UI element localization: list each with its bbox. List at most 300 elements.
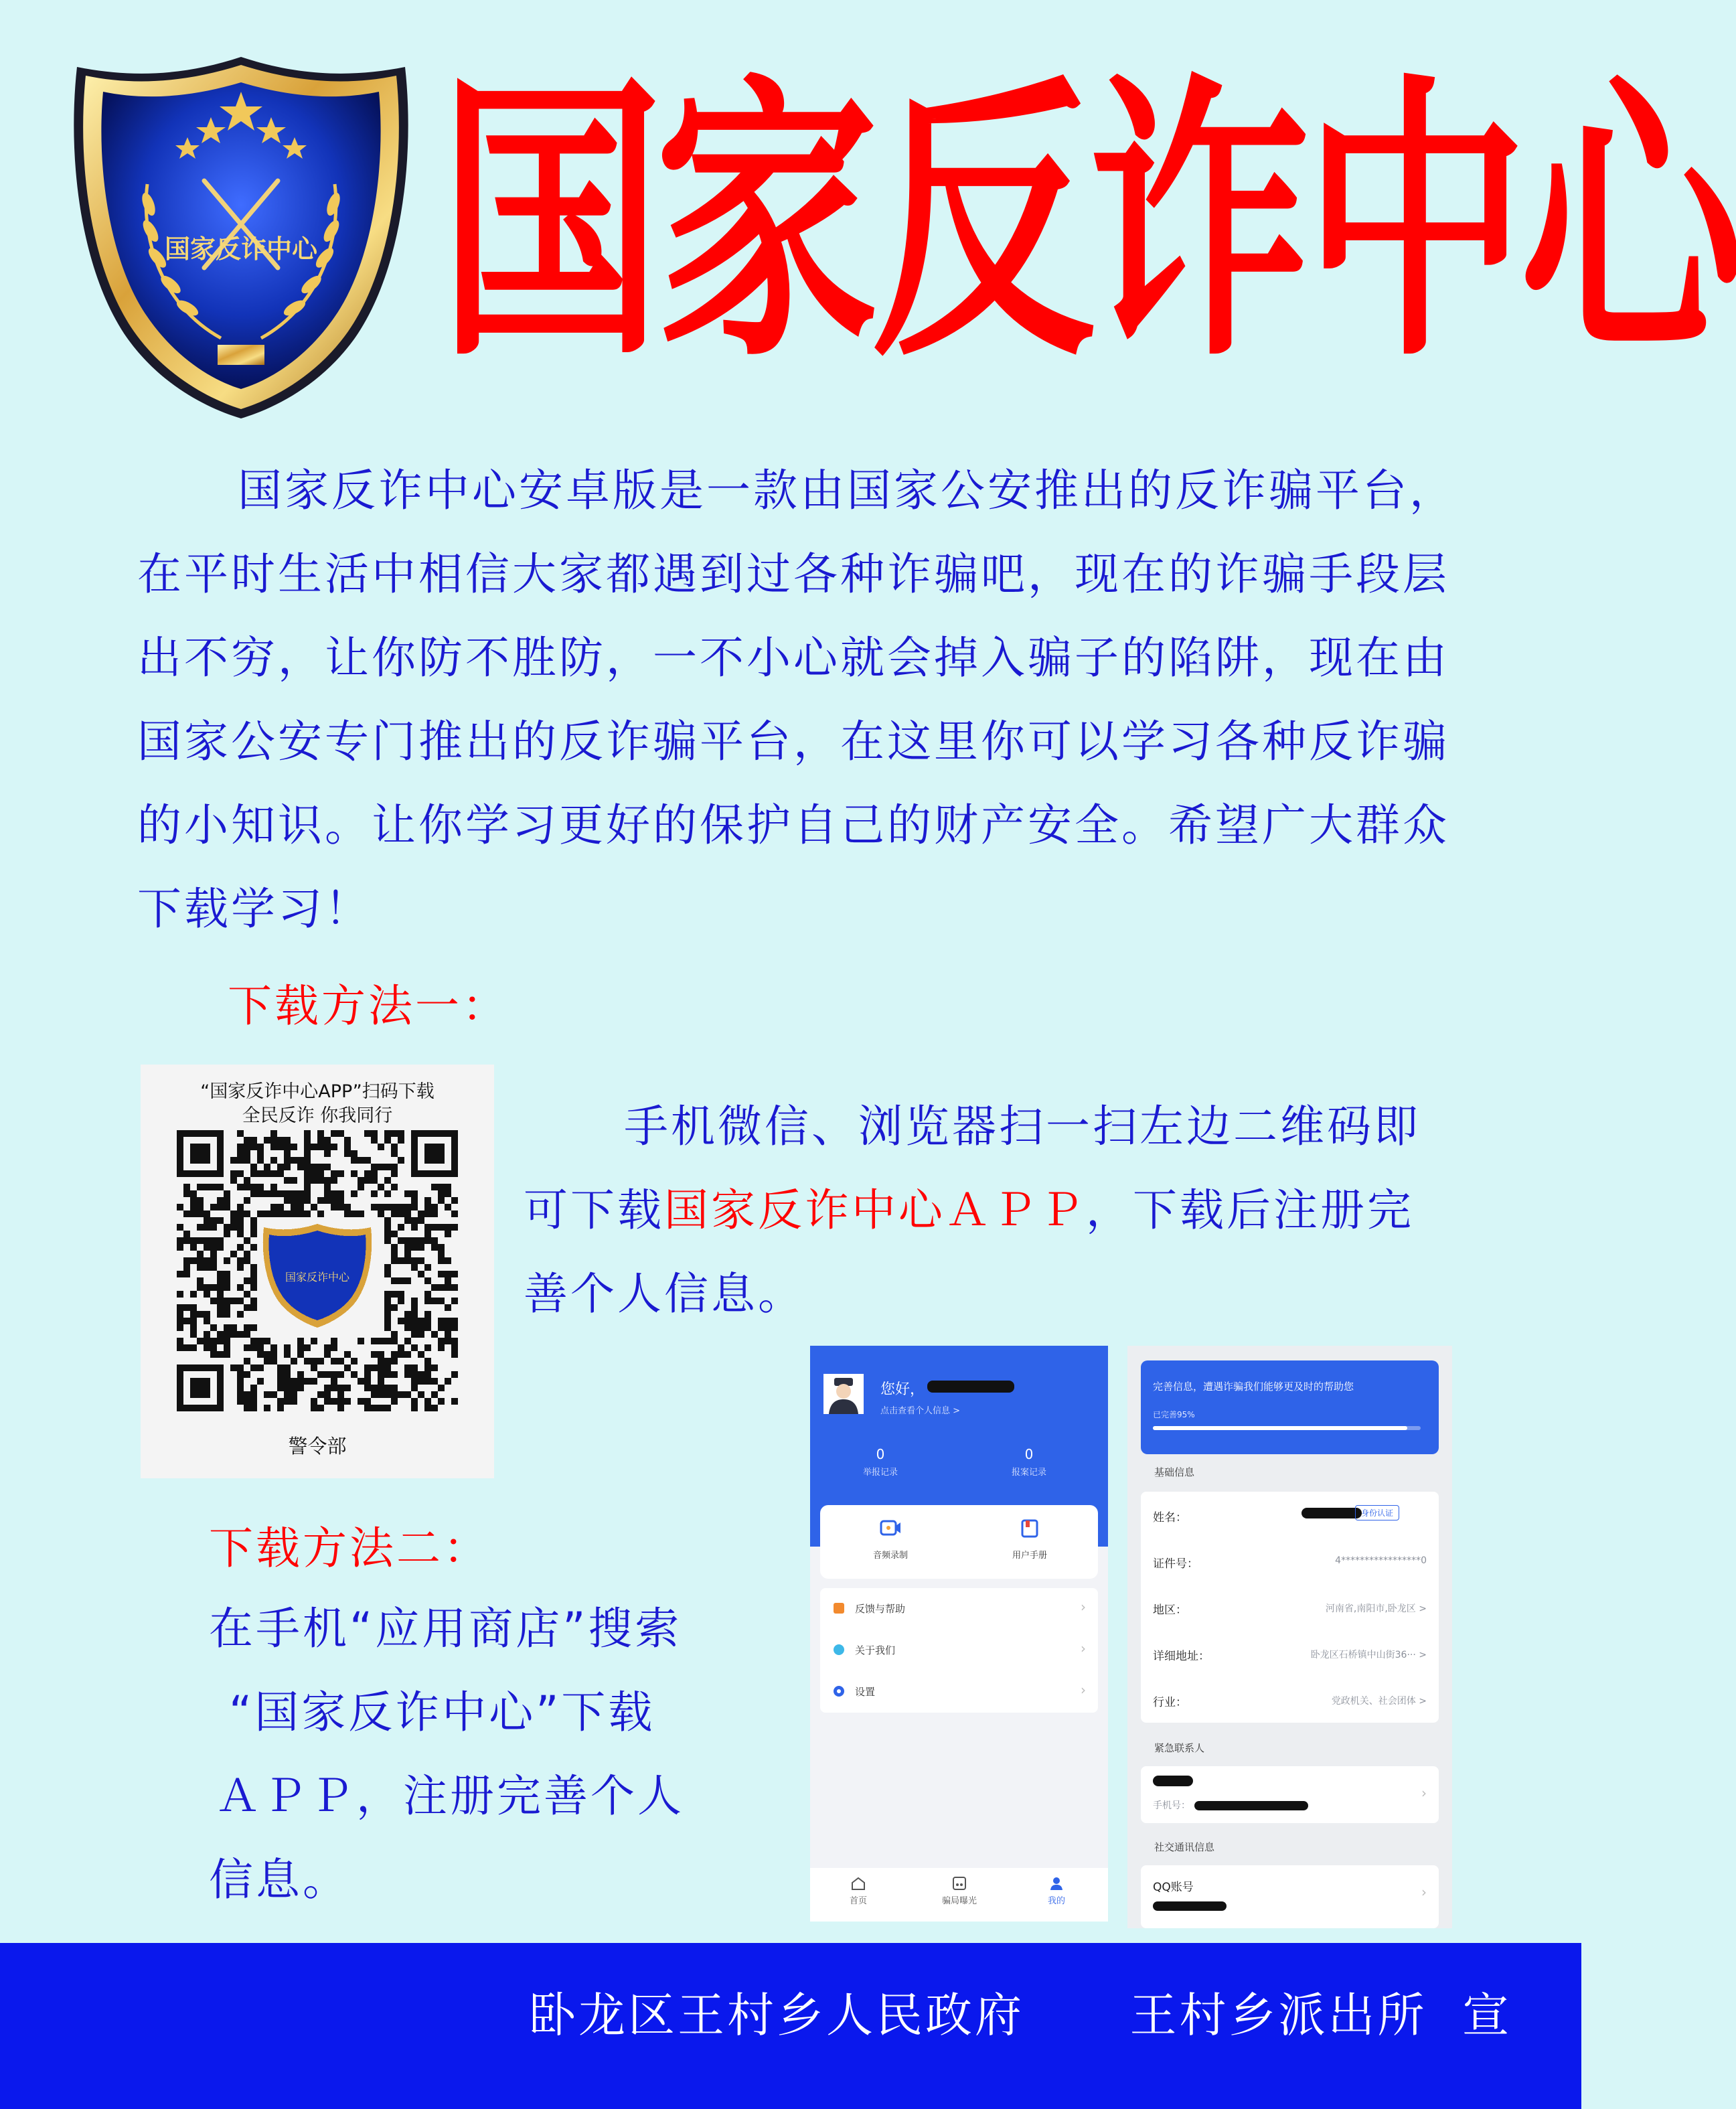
- qr-module: [411, 1197, 418, 1204]
- qr-module: [270, 1190, 277, 1197]
- qr-module: [398, 1318, 404, 1324]
- qr-module: [404, 1318, 411, 1324]
- qr-module: [445, 1304, 451, 1311]
- qr-module: [291, 1378, 297, 1385]
- method2-line2: “国家反诈中心”下载: [229, 1687, 655, 1738]
- progress-track: [1153, 1426, 1421, 1430]
- qr-module: [270, 1391, 277, 1398]
- qr-module: [230, 1217, 237, 1224]
- qr-module: [424, 1210, 431, 1217]
- qr-module: [331, 1204, 337, 1210]
- emergency-phone-label: 手机号：: [1153, 1800, 1190, 1811]
- qr-module: [364, 1405, 371, 1411]
- qr-module: [190, 1344, 197, 1351]
- social-info-card[interactable]: [1141, 1865, 1439, 1928]
- qr-module: [244, 1157, 250, 1164]
- qr-module: [291, 1177, 297, 1184]
- qr-module: [378, 1364, 384, 1371]
- qr-module: [250, 1277, 257, 1284]
- qr-module: [351, 1371, 358, 1378]
- qr-module: [378, 1385, 384, 1391]
- qr-module: [230, 1157, 237, 1164]
- stat-report-value: 0: [876, 1446, 885, 1462]
- qr-module: [378, 1338, 384, 1344]
- qr-module: [224, 1324, 230, 1331]
- qr-module: [451, 1298, 458, 1304]
- profile-icon: [1048, 1876, 1064, 1891]
- qr-module: [451, 1338, 458, 1344]
- qr-module: [418, 1371, 424, 1378]
- qr-module: [177, 1291, 183, 1298]
- qr-module: [384, 1130, 391, 1137]
- qr-module: [344, 1351, 351, 1358]
- qr-module: [311, 1358, 317, 1364]
- qr-module: [284, 1150, 291, 1157]
- qr-module: [344, 1385, 351, 1391]
- qr-module: [384, 1204, 391, 1210]
- settings-icon: [832, 1685, 846, 1698]
- qr-module: [324, 1344, 331, 1351]
- qr-module: [183, 1344, 190, 1351]
- qr-module: [424, 1398, 431, 1405]
- qr-module: [237, 1257, 244, 1264]
- field-name[interactable]: [1141, 1492, 1439, 1538]
- avatar[interactable]: [823, 1374, 864, 1414]
- qr-module: [291, 1144, 297, 1150]
- qr-module: [424, 1298, 431, 1304]
- qr-module: [438, 1324, 445, 1331]
- qr-module: [358, 1157, 364, 1164]
- qr-module: [404, 1351, 411, 1358]
- qr-module: [331, 1197, 337, 1204]
- qr-module: [244, 1304, 250, 1311]
- qr-module: [378, 1391, 384, 1398]
- qr-module: [418, 1244, 424, 1251]
- qr-module: [224, 1284, 230, 1291]
- qr-module: [424, 1204, 431, 1210]
- qr-module: [284, 1210, 291, 1217]
- qr-module: [331, 1338, 337, 1344]
- footer-org2: 王村乡派出所: [1129, 1988, 1427, 2043]
- qr-module: [244, 1398, 250, 1405]
- qr-module: [291, 1157, 297, 1164]
- qr-module: [297, 1338, 304, 1344]
- method1-text-before: 手机微信、浏览器扫一扫左边二维码即可下载: [524, 1101, 1421, 1236]
- qr-module: [257, 1190, 264, 1197]
- qr-module: [277, 1204, 284, 1210]
- qr-module: [424, 1264, 431, 1271]
- qr-module: [384, 1231, 391, 1237]
- qr-module: [204, 1318, 210, 1324]
- qr-module: [197, 1224, 204, 1231]
- qr-module: [311, 1164, 317, 1170]
- qr-module: [378, 1378, 384, 1385]
- intro-paragraph: 国家反诈中心安卓版是一款由国家公安推出的反诈骗平台，在平时生活中相信大家都遇到过各种诈骗吧，现在的诈骗手段层出不穷，让你防不胜防，一不小心就会掉入骗子的陷阱，现在由国家公安专门推出的反诈骗平台，在这里你可以学习各种反诈骗的小知识。让你学习更好的保护自己的财产安全。希望广大群众下载学习！: [137, 465, 1456, 935]
- qr-module: [244, 1197, 250, 1204]
- qr-module: [378, 1405, 384, 1411]
- qr-module: [210, 1204, 217, 1210]
- qr-module: [418, 1271, 424, 1277]
- qr-module: [264, 1210, 270, 1217]
- qr-module: [411, 1204, 418, 1210]
- qr-module: [284, 1190, 291, 1197]
- qr-module: [317, 1210, 324, 1217]
- qr-module: [438, 1344, 445, 1351]
- qr-module: [297, 1378, 304, 1385]
- stat-case[interactable]: [999, 1446, 1059, 1478]
- qr-module: [177, 1271, 183, 1277]
- qr-module: [438, 1197, 445, 1204]
- qr-module: [438, 1224, 445, 1231]
- qr-module: [197, 1311, 204, 1318]
- qr-module: [424, 1344, 431, 1351]
- qr-module: [451, 1224, 458, 1231]
- qr-module: [411, 1324, 418, 1331]
- qr-module: [257, 1364, 264, 1371]
- qr-module: [424, 1364, 431, 1371]
- qr-module: [217, 1197, 224, 1204]
- qr-module: [418, 1257, 424, 1264]
- qr-module: [264, 1190, 270, 1197]
- field-industry-value: 党政机关、社会团体 >: [1331, 1696, 1427, 1707]
- qr-module: [445, 1324, 451, 1331]
- qr-module: [264, 1358, 270, 1364]
- qr-module: [297, 1204, 304, 1210]
- qr-module: [445, 1331, 451, 1338]
- qr-module: [384, 1291, 391, 1298]
- qr-module: [244, 1257, 250, 1264]
- qr-module: [224, 1271, 230, 1277]
- qr-module: [431, 1331, 438, 1338]
- qr-module: [404, 1204, 411, 1210]
- tab-home-label: 首页: [849, 1896, 867, 1906]
- stat-report[interactable]: [850, 1446, 911, 1478]
- qr-module: [237, 1244, 244, 1251]
- info-icon: [832, 1643, 846, 1656]
- qr-module: [257, 1351, 264, 1358]
- qr-module: [438, 1251, 445, 1257]
- tab-home[interactable]: [838, 1876, 878, 1906]
- qr-module: [250, 1224, 257, 1231]
- qr-module: [230, 1177, 237, 1184]
- qr-module: [324, 1398, 331, 1405]
- qr-module: [391, 1204, 398, 1210]
- qr-module: [311, 1398, 317, 1405]
- qr-module: [217, 1244, 224, 1251]
- qr-module: [424, 1237, 431, 1244]
- qr-module: [404, 1210, 411, 1217]
- qr-module: [297, 1344, 304, 1351]
- qr-module: [418, 1378, 424, 1385]
- stat-case-label: 报案记录: [1011, 1468, 1046, 1478]
- qr-module: [391, 1170, 398, 1177]
- qr-module: [217, 1304, 224, 1311]
- qr-module: [250, 1364, 257, 1371]
- verify-badge[interactable]: 身份认证: [1355, 1505, 1399, 1520]
- method2-line1: 在手机“应用商店”搜索: [209, 1603, 682, 1654]
- qr-module: [291, 1398, 297, 1405]
- emergency-contact-card[interactable]: [1141, 1766, 1439, 1823]
- qr-module: [210, 1257, 217, 1264]
- qr-module: [398, 1291, 404, 1298]
- qr-module: [197, 1204, 204, 1210]
- field-region-label: 地区：: [1153, 1604, 1187, 1617]
- qr-module: [411, 1237, 418, 1244]
- qr-module: [224, 1298, 230, 1304]
- qr-module: [337, 1405, 344, 1411]
- qr-module: [418, 1324, 424, 1331]
- qr-module: [344, 1150, 351, 1157]
- qr-module: [190, 1237, 197, 1244]
- qr-module: [384, 1190, 391, 1197]
- qr-module: [264, 1351, 270, 1358]
- qr-module: [337, 1391, 344, 1398]
- field-industry[interactable]: [1141, 1676, 1439, 1723]
- qr-module: [438, 1271, 445, 1277]
- qr-module: [224, 1338, 230, 1344]
- qr-module: [277, 1378, 284, 1385]
- qr-module: [391, 1291, 398, 1298]
- qr-module: [177, 1244, 183, 1251]
- qr-module: [277, 1405, 284, 1411]
- qr-module: [277, 1190, 284, 1197]
- qr-module: [224, 1257, 230, 1264]
- qr-module: [237, 1144, 244, 1150]
- banner-text: 完善信息，遭遇诈骗我们能够更及时的帮助您: [1153, 1381, 1354, 1393]
- qr-module: [378, 1184, 384, 1190]
- qr-module: [190, 1244, 197, 1251]
- qr-module: [391, 1371, 398, 1378]
- qr-module: [270, 1170, 277, 1177]
- qr-module: [224, 1224, 230, 1231]
- qr-module: [404, 1277, 411, 1284]
- qr-module: [270, 1358, 277, 1364]
- qr-module: [230, 1224, 237, 1231]
- qr-module: [371, 1177, 378, 1184]
- qr-module: [398, 1237, 404, 1244]
- qr-module: [337, 1398, 344, 1405]
- qr-module: [445, 1284, 451, 1291]
- qr-module: [404, 1257, 411, 1264]
- qr-module: [270, 1210, 277, 1217]
- qr-module: [384, 1304, 391, 1311]
- qr-module: [384, 1318, 391, 1324]
- qr-module: [337, 1197, 344, 1204]
- qr-module: [304, 1358, 311, 1364]
- qr-module: [224, 1190, 230, 1197]
- qr-module: [411, 1244, 418, 1251]
- qr-module: [304, 1164, 311, 1170]
- qr-module: [237, 1150, 244, 1157]
- qr-module: [304, 1137, 311, 1144]
- tab-exposure[interactable]: [933, 1876, 986, 1906]
- qr-module: [190, 1324, 197, 1331]
- qr-module: [317, 1405, 324, 1411]
- qr-module: [317, 1391, 324, 1398]
- qr-module: [210, 1344, 217, 1351]
- qr-module: [371, 1405, 378, 1411]
- qr-module: [324, 1391, 331, 1398]
- profile-subtitle-link[interactable]: 点击查看个人信息 >: [880, 1406, 961, 1416]
- qr-module: [371, 1338, 378, 1344]
- qr-module: [304, 1190, 311, 1197]
- footer-suffix: 宣: [1462, 1988, 1512, 2043]
- field-name-label: 姓名：: [1153, 1511, 1187, 1525]
- menu-item-settings[interactable]: [820, 1671, 1098, 1713]
- qr-module: [204, 1291, 210, 1298]
- qr-module: [204, 1217, 210, 1224]
- exposure-icon: [951, 1876, 967, 1891]
- qr-module: [317, 1130, 324, 1137]
- home-icon: [850, 1876, 866, 1891]
- qr-module: [337, 1385, 344, 1391]
- qr-module: [364, 1157, 371, 1164]
- qr-module: [411, 1298, 418, 1304]
- qr-module: [431, 1204, 438, 1210]
- qr-module: [418, 1318, 424, 1324]
- qr-module: [277, 1144, 284, 1150]
- field-id-label: 证件号：: [1153, 1557, 1198, 1571]
- qr-module: [324, 1164, 331, 1170]
- qr-module: [304, 1177, 311, 1184]
- qr-module: [384, 1391, 391, 1398]
- qr-module: [391, 1331, 398, 1338]
- qr-module: [331, 1130, 337, 1137]
- qr-module: [244, 1210, 250, 1217]
- qr-module: [324, 1351, 331, 1358]
- quick-manual-label: 用户手册: [1012, 1551, 1047, 1561]
- qr-module: [451, 1344, 458, 1351]
- qr-module: [304, 1150, 311, 1157]
- field-id-value: 4*****************0: [1335, 1555, 1427, 1566]
- footer-text: [529, 1982, 1512, 2049]
- qr-module: [190, 1311, 197, 1318]
- qr-module: [297, 1190, 304, 1197]
- qr-module: [324, 1385, 331, 1391]
- qr-module: [244, 1331, 250, 1338]
- qr-module: [284, 1351, 291, 1358]
- quick-audio-record[interactable]: [860, 1518, 921, 1561]
- qr-module: [418, 1331, 424, 1338]
- qr-module: [418, 1391, 424, 1398]
- qr-module: [237, 1170, 244, 1177]
- field-region-value: 河南省,南阳市,卧龙区 >: [1325, 1604, 1427, 1614]
- field-address[interactable]: [1141, 1630, 1439, 1676]
- menu-item-feedback[interactable]: [820, 1588, 1098, 1630]
- qr-module: [217, 1351, 224, 1358]
- qr-module: [384, 1237, 391, 1244]
- qr-code-card: [141, 1065, 494, 1478]
- qr-module: [297, 1210, 304, 1217]
- menu-item-about[interactable]: [820, 1630, 1098, 1671]
- qr-module: [424, 1277, 431, 1284]
- qr-module: [230, 1251, 237, 1257]
- field-region[interactable]: [1141, 1584, 1439, 1630]
- qr-module: [183, 1237, 190, 1244]
- qr-module: [284, 1164, 291, 1170]
- qr-module: [411, 1371, 418, 1378]
- qr-module: [291, 1190, 297, 1197]
- method2-text: [209, 1587, 785, 1922]
- qr-module: [177, 1311, 183, 1318]
- qr-module: [304, 1157, 311, 1164]
- qr-module: [364, 1385, 371, 1391]
- qr-module: [424, 1358, 431, 1364]
- qr-module: [398, 1210, 404, 1217]
- qr-module: [404, 1251, 411, 1257]
- qr-module: [210, 1224, 217, 1231]
- qr-module: [358, 1184, 364, 1190]
- qr-module: [284, 1137, 291, 1144]
- qr-module: [445, 1231, 451, 1237]
- qr-module: [250, 1144, 257, 1150]
- quick-user-manual[interactable]: [1000, 1518, 1060, 1561]
- qr-module: [277, 1398, 284, 1405]
- method1-text: [524, 1085, 1434, 1336]
- qr-module: [190, 1304, 197, 1311]
- qr-module: [224, 1311, 230, 1318]
- redacted-name: [1301, 1508, 1362, 1518]
- qr-module: [244, 1324, 250, 1331]
- qr-module: [344, 1210, 351, 1217]
- qr-module: [337, 1204, 344, 1210]
- qr-module: [217, 1217, 224, 1224]
- qr-module: [297, 1385, 304, 1391]
- qr-module: [324, 1144, 331, 1150]
- method1-heading: 下载方法一：: [228, 980, 509, 1032]
- qr-module: [438, 1190, 445, 1197]
- menu-feedback-label: 反馈与帮助: [855, 1603, 906, 1615]
- qr-module: [277, 1371, 284, 1378]
- qr-module: [411, 1264, 418, 1271]
- qr-module: [411, 1331, 418, 1338]
- field-id[interactable]: [1141, 1538, 1439, 1584]
- qr-module: [324, 1177, 331, 1184]
- qr-module: [317, 1358, 324, 1364]
- settings-menu: [820, 1588, 1098, 1713]
- qr-module: [358, 1177, 364, 1184]
- qr-module: [210, 1217, 217, 1224]
- qr-module: [371, 1130, 378, 1137]
- qr-module: [311, 1378, 317, 1385]
- qr-code[interactable]: [177, 1130, 458, 1411]
- qr-module: [197, 1210, 204, 1217]
- tab-profile[interactable]: [1036, 1876, 1077, 1906]
- redacted-qq: [1153, 1901, 1227, 1911]
- qr-module: [183, 1184, 190, 1190]
- qr-module: [337, 1130, 344, 1137]
- qr-module: [197, 1284, 204, 1291]
- qr-module: [204, 1237, 210, 1244]
- qr-module: [237, 1391, 244, 1398]
- qr-module: [284, 1144, 291, 1150]
- qr-module: [197, 1277, 204, 1284]
- qr-module: [431, 1244, 438, 1251]
- qr-module: [264, 1405, 270, 1411]
- qr-module: [217, 1291, 224, 1298]
- app-screenshot-info-form: [1127, 1346, 1452, 1928]
- qr-module: [190, 1291, 197, 1298]
- qr-module: [391, 1391, 398, 1398]
- qr-module: [250, 1244, 257, 1251]
- qr-module: [217, 1331, 224, 1338]
- qr-module: [311, 1338, 317, 1344]
- field-address-value: 卧龙区石桥镇中山街36··· >: [1310, 1650, 1427, 1660]
- qr-module: [371, 1164, 378, 1170]
- progress-label: 已完善95%: [1153, 1410, 1195, 1419]
- qr-module: [217, 1338, 224, 1344]
- qr-module: [190, 1318, 197, 1324]
